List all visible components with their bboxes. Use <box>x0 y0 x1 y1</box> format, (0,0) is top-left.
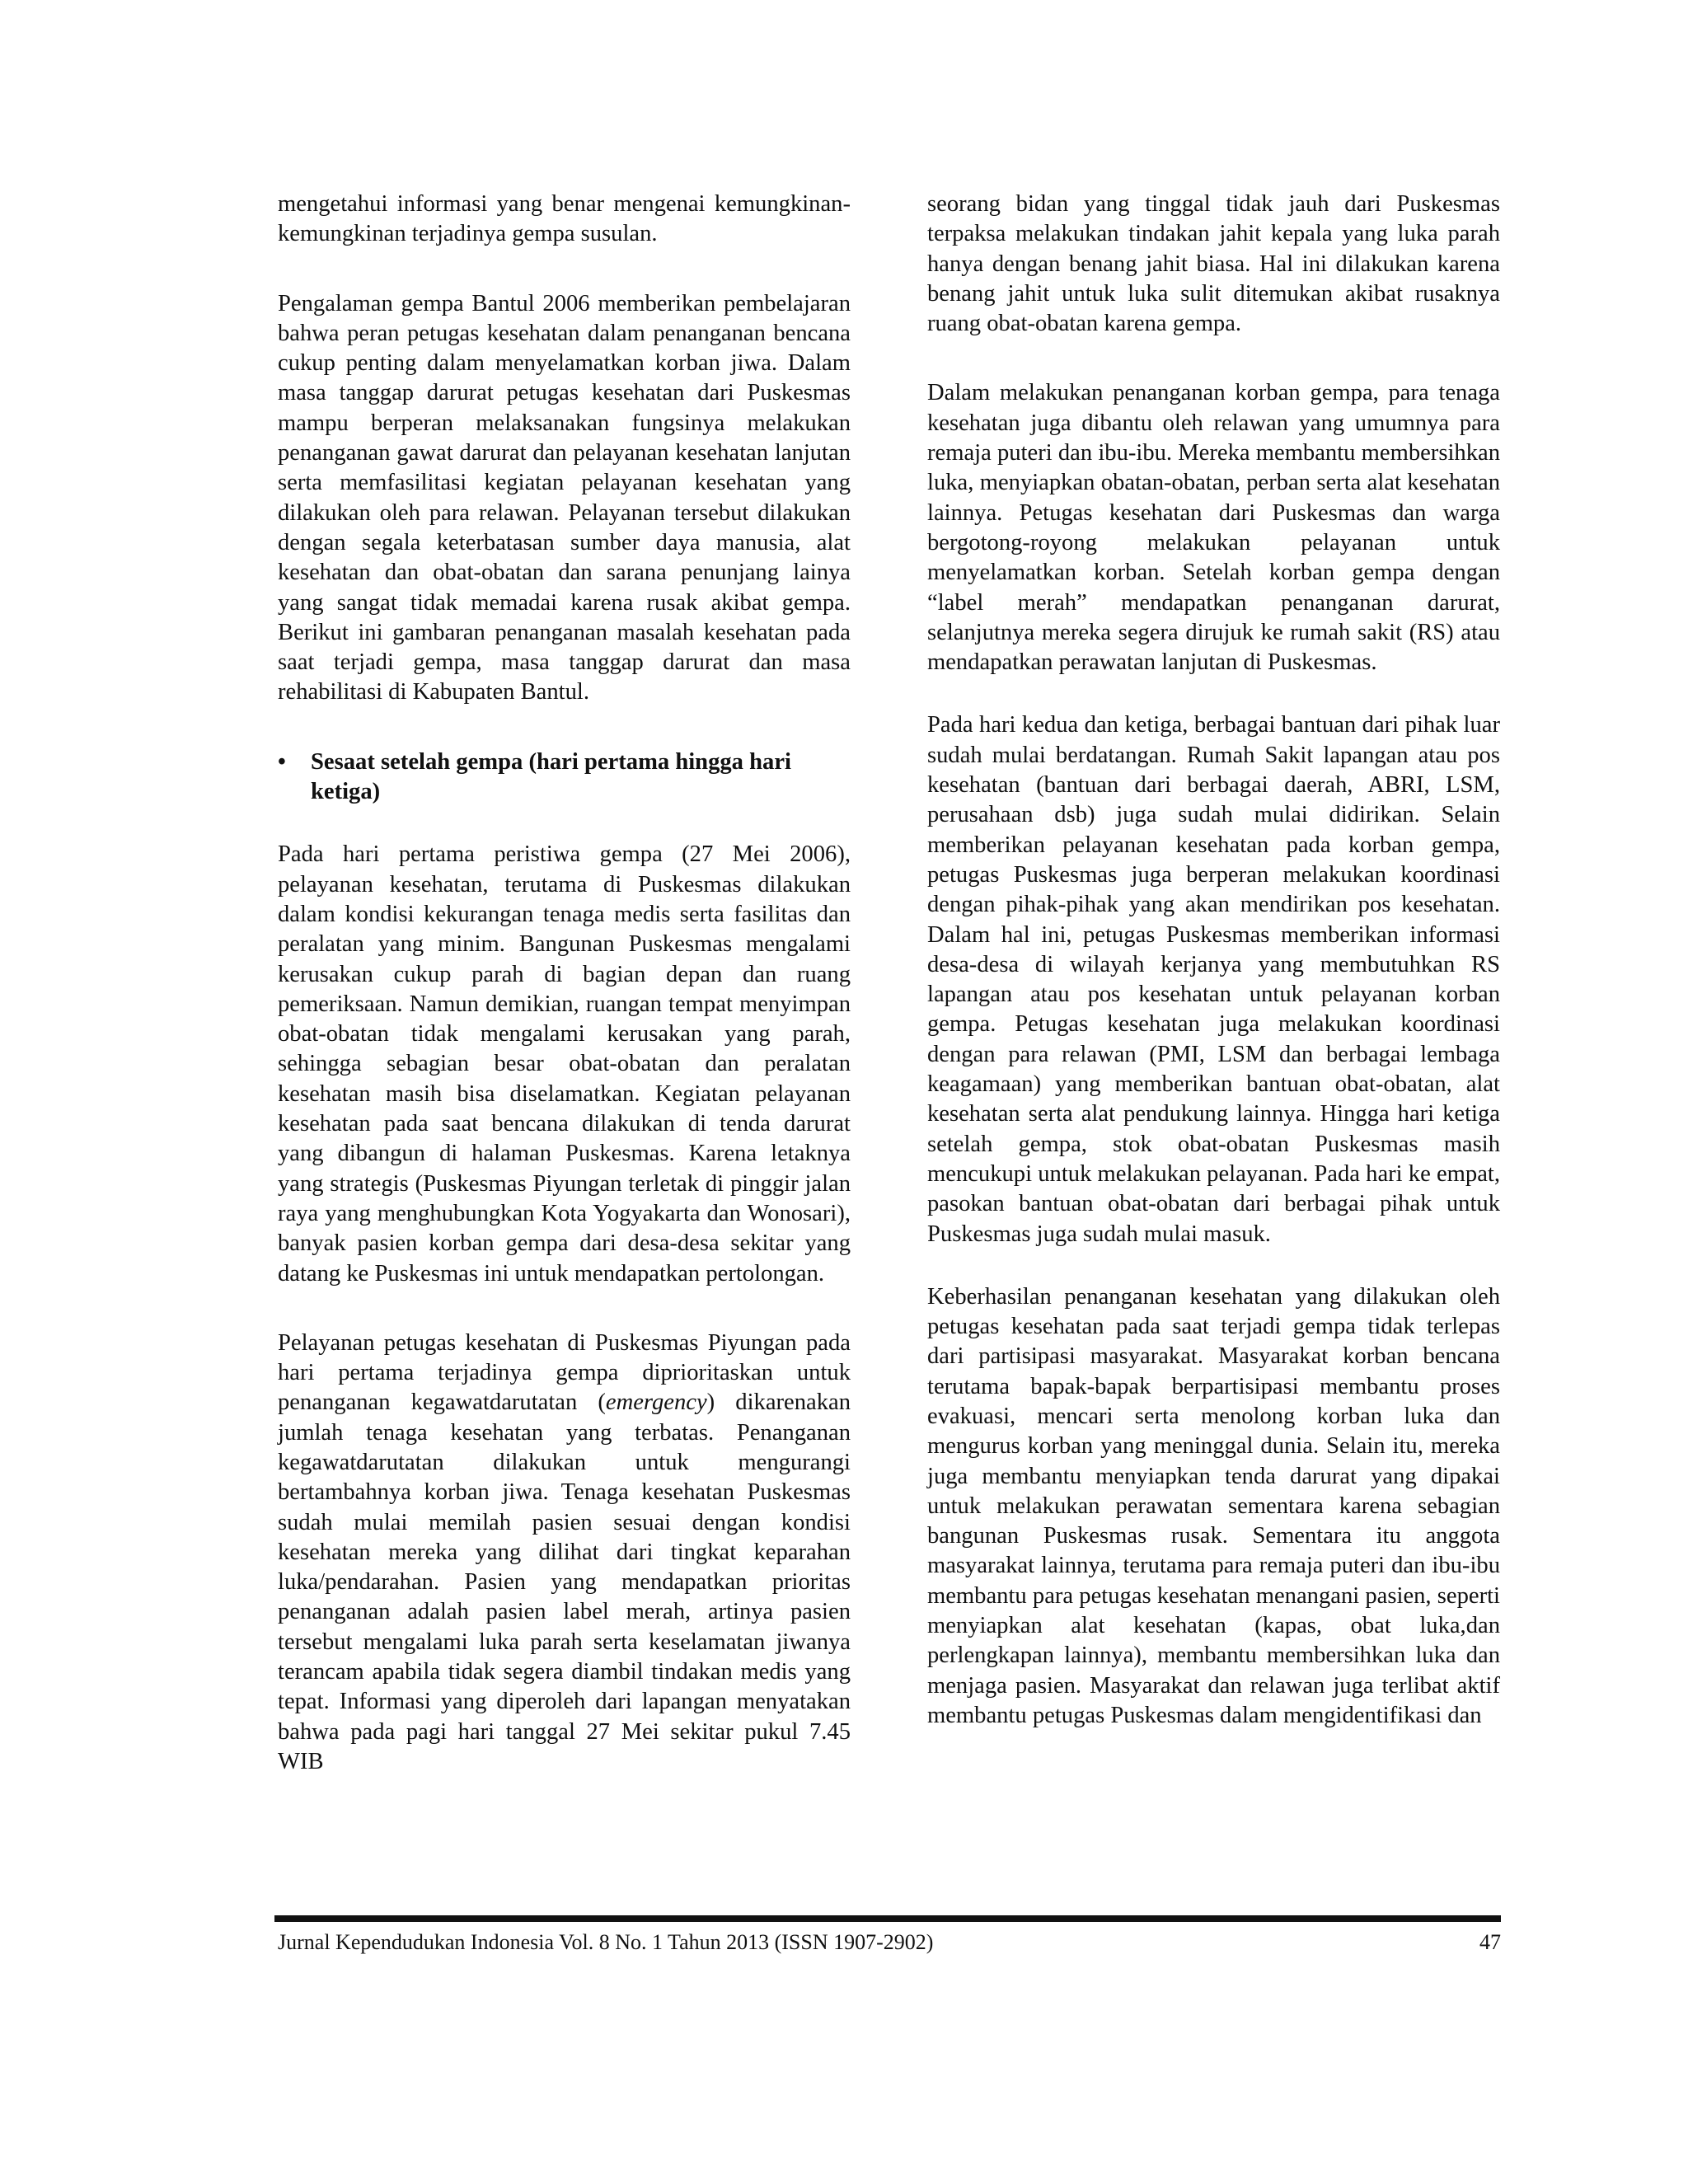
emergency-term: emergency <box>605 1390 707 1416</box>
section-heading <box>278 748 851 808</box>
right-column <box>927 190 1500 1770</box>
footer-rule <box>274 1915 1501 1922</box>
left-column <box>278 190 851 1816</box>
journal-citation: Jurnal Kependudukan Indonesia Vol. 8 No. 1 Tahun 2013 (ISSN 1907-2902) <box>278 1930 934 1954</box>
paragraph-left-4-part-2: ) dikarenakan jumlah tenaga kesehatan yang terbatas. Penanganan kegawatdarutatan dilakukan untuk mengurangi bertambahnya korban jiwa. Tenaga kesehatan Puskesmas sudah mulai memilah pasien sesuai dengan kondisi kesehatan mereka yang dilihat dari tingkat keparahan luka/pendarahan. Pasien yang mendapatkan prioritas penanganan adalah pasien label merah, artinya pasien tersebut mengalami luka parah serta keselamatan jiwanya terancam apabila tidak segera diambil tindakan medis yang tepat. Informasi yang diperoleh dari lapangan menyatakan bahwa pada pagi hari tanggal 27 Mei sekitar pukul 7.45 WIB <box>278 1390 851 1774</box>
paragraph-right-3: Pada hari kedua dan ketiga, berbagai bantuan dari pihak luar sudah mulai berdatangan. Rumah Sakit lapangan atau pos kesehatan (bantuan dari berbagai daerah, ABRI, LSM, perusahaan dsb) juga sudah mulai didirikan. Selain memberikan pelayanan kesehatan pada korban gempa, petugas Puskesmas juga berperan melakukan koordinasi dengan pihak-pihak yang akan mendirikan pos kesehatan. Dalam hal ini, petugas Puskesmas memberikan informasi desa-desa di wilayah kerjanya yang membutuhkan RS lapangan atau pos kesehatan untuk pelayanan korban gempa. Petugas kesehatan juga melakukan koordinasi dengan para relawan (PMI, LSM dan berbagai lembaga keagamaan) yang memberikan bantuan obat-obatan, alat kesehatan serta alat pendukung lainnya. Hingga hari ketiga setelah gempa, stok obat-obatan Puskesmas masih mencukupi untuk melakukan pelayanan. Pada hari ke empat, pasokan bantuan obat-obatan dari berbagai pihak untuk Puskesmas juga sudah mulai masuk. <box>927 712 1500 1247</box>
paragraph-left-1: mengetahui informasi yang benar mengenai kemungkinan-kemungkinan terjadinya gempa susulan. <box>278 191 851 247</box>
paragraph-right-4: Keberhasilan penanganan kesehatan yang dilakukan oleh petugas kesehatan pada saat terjadi gempa tidak terlepas dari partisipasi masyarakat. Masyarakat korban bencana terutama bapak-bapak berpartisipasi membantu proses evakuasi, mencari serta menolong korban luka dan mengurus korban yang meninggal dunia. Selain itu, mereka juga membantu menyiapkan tenda darurat yang dipakai untuk melakukan perawatan sementara karena sebagian bangunan Puskesmas rusak. Sementara itu anggota masyarakat lainnya, terutama para remaja puteri dan ibu-ibu membantu para petugas kesehatan menangani pasien, seperti menyiapkan alat kesehatan (kapas, obat luka,dan perlengkapan lainnya), membantu membersihkan luka dan menjaga pasien. Masyarakat dan relawan juga terlibat aktif membantu petugas Puskesmas dalam mengidentifikasi dan <box>927 1283 1500 1728</box>
paragraph-left-4-part-1: Pelayanan petugas kesehatan di Puskesmas Piyungan pada hari pertama terjadinya gempa diprioritaskan untuk penanganan kegawatdarutatan ( <box>278 1329 851 1416</box>
page-number: 47 <box>1479 1930 1501 1954</box>
paragraph-right-2: Dalam melakukan penanganan korban gempa, para tenaga kesehatan juga dibantu oleh relawan yang umumnya para remaja puteri dan ibu-ibu. Mereka membantu membersihkan luka, menyiapkan obatan-obatan, perban serta alat kesehatan lainnya. Petugas kesehatan dari Puskesmas dan warga bergotong-royong melakukan pelayanan untuk menyelamatkan korban. Setelah korban gempa dengan “label merah” mendapatkan penanganan darurat, selanjutnya mereka segera dirujuk ke rumah sakit (RS) atau mendapatkan perawatan lanjutan di Puskesmas. <box>927 380 1500 676</box>
paragraph-left-2: Pengalaman gempa Bantul 2006 memberikan pembelajaran bahwa peran petugas kesehatan dalam penanganan bencana cukup penting dalam menyelamatkan korban jiwa. Dalam masa tanggap darurat petugas kesehatan dari Puskesmas mampu berperan melaksanakan fungsinya melakukan penanganan gawat darurat dan pelayanan kesehatan lanjutan serta memfasilitasi kegiatan pelayanan kesehatan yang dilakukan oleh para relawan. Pelayanan tersebut dilakukan dengan segala keterbatasan sumber daya manusia, alat kesehatan dan obat-obatan dan sarana penunjang lainya yang sangat tidak memadai karena rusak akibat gempa. Berikut ini gambaran penanganan masalah kesehatan pada saat terjadi gempa, masa tanggap darurat dan masa rehabilitasi di Kabupaten Bantul. <box>278 290 851 705</box>
page-footer <box>278 1929 1501 1957</box>
section-heading-text: Sesaat setelah gempa (hari pertama hingga hari ketiga) <box>311 748 791 805</box>
paragraph-left-3: Pada hari pertama peristiwa gempa (27 Mei 2006), pelayanan kesehatan, terutama di Puskesmas dilakukan dalam kondisi kekurangan tenaga medis serta fasilitas dan peralatan yang minim. Bangunan Puskesmas mengalami kerusakan cukup parah di bagian depan dan ruang pemeriksaan. Namun demikian, ruangan tempat menyimpan obat-obatan tidak mengalami kerusakan yang parah, sehingga sebagian besar obat-obatan dan peralatan kesehatan masih bisa diselamatkan. Kegiatan pelayanan kesehatan pada saat bencana dilakukan di tenda darurat yang dibangun di halaman Puskesmas. Karena letaknya yang strategis (Puskesmas Piyungan terletak di pinggir jalan raya yang menghubungkan Kota Yogyakarta dan Wonosari), banyak pasien korban gempa dari desa-desa sekitar yang datang ke Puskesmas ini untuk mendapatkan pertolongan. <box>278 841 851 1286</box>
bullet-icon: • <box>278 748 286 775</box>
paragraph-right-1: seorang bidan yang tinggal tidak jauh dari Puskesmas terpaksa melakukan tindakan jahit kepala yang luka parah hanya dengan benang jahit biasa. Hal ini dilakukan karena benang jahit untuk luka sulit ditemukan akibat rusaknya ruang obat-obatan karena gempa. <box>927 191 1500 337</box>
paragraph-left-4 <box>278 1329 851 1777</box>
